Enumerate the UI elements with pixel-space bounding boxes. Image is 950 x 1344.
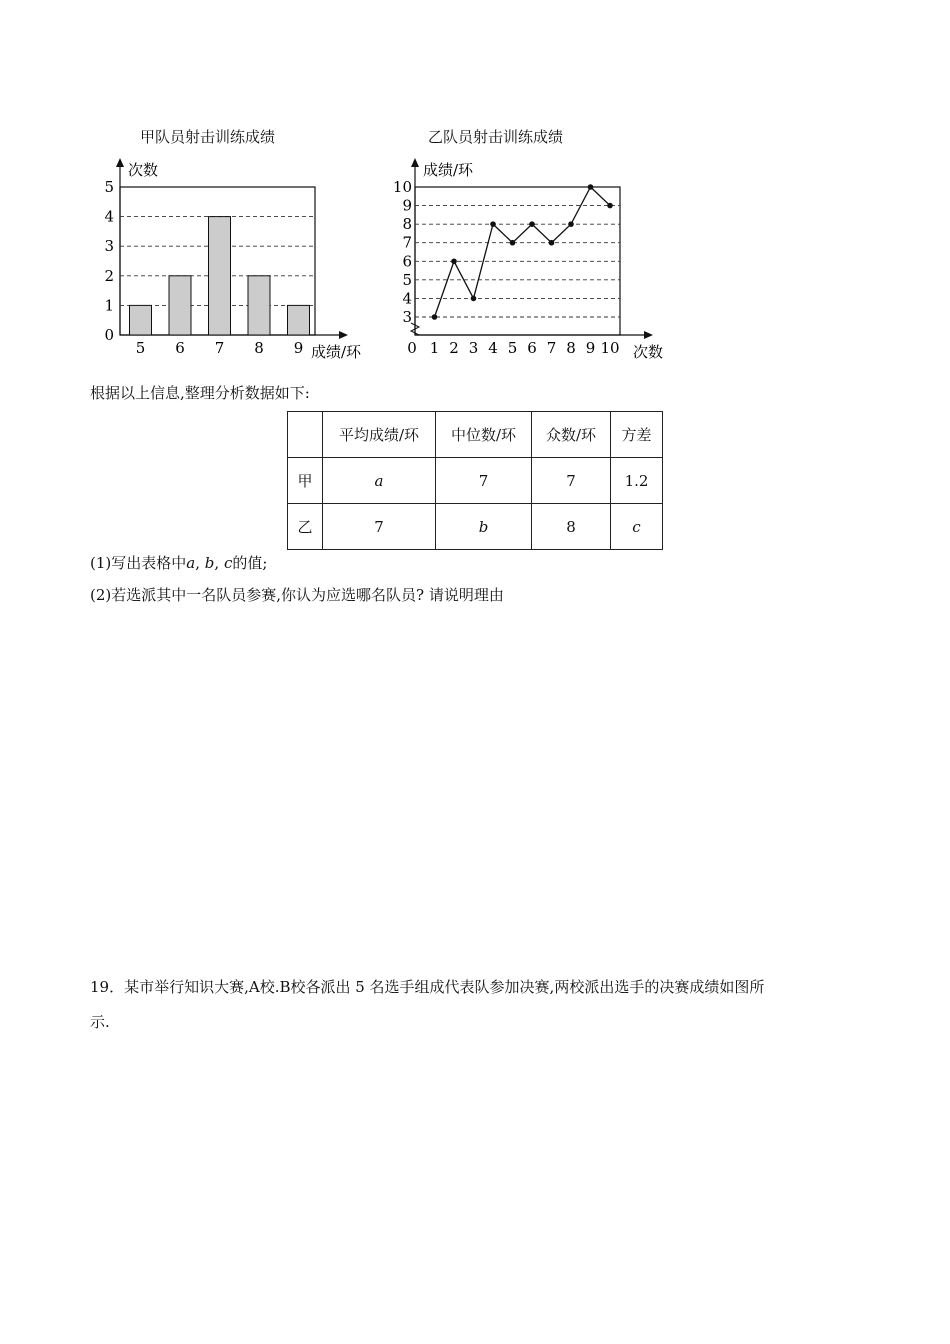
table-row bbox=[288, 458, 663, 504]
var-c: c bbox=[223, 554, 233, 572]
bar bbox=[169, 276, 191, 335]
question-1-prefix: (1)写出表格中 bbox=[90, 554, 187, 572]
var-b: b bbox=[204, 554, 215, 572]
bar bbox=[209, 217, 231, 335]
x-tick-label: 9 bbox=[293, 339, 304, 357]
y-axis-label: 成绩/环 bbox=[423, 161, 474, 179]
table-cell: c bbox=[611, 504, 663, 550]
problem-19-line-2: 示. bbox=[90, 1013, 110, 1031]
x-tick-label: 5 bbox=[507, 339, 518, 357]
y-tick-label: 4 bbox=[402, 289, 412, 308]
y-tick-label: 9 bbox=[402, 196, 412, 215]
bar bbox=[248, 276, 270, 335]
data-point bbox=[607, 203, 613, 209]
data-point bbox=[568, 221, 574, 227]
y-tick-label: 3 bbox=[104, 237, 114, 256]
data-point bbox=[471, 296, 477, 302]
table-header-cell: 中位数/环 bbox=[436, 412, 532, 458]
x-tick-label: 5 bbox=[135, 339, 146, 357]
bar-chart-title: 甲队员射击训练成绩 bbox=[140, 128, 276, 146]
x-tick-label: 7 bbox=[214, 339, 225, 357]
separator: , bbox=[214, 554, 220, 572]
question-1-suffix: 的值; bbox=[232, 554, 268, 572]
data-point bbox=[510, 240, 516, 246]
x-tick-label: 6 bbox=[527, 339, 537, 357]
x-tick-label: 8 bbox=[254, 339, 264, 357]
table-cell: 8 bbox=[532, 504, 611, 550]
stats-table bbox=[287, 411, 663, 550]
x-tick-label: 3 bbox=[468, 339, 479, 357]
y-tick-label: 3 bbox=[402, 308, 412, 326]
y-tick-label: 4 bbox=[104, 207, 114, 226]
x-tick-label: 0 bbox=[407, 339, 417, 357]
x-tick-label: 4 bbox=[488, 339, 498, 357]
table-row bbox=[288, 504, 663, 550]
y-tick-label: 5 bbox=[104, 178, 114, 196]
y-axis-arrow bbox=[116, 158, 124, 167]
question-1 bbox=[90, 552, 267, 573]
y-tick-label: 7 bbox=[402, 233, 412, 252]
data-point bbox=[490, 221, 496, 227]
line-chart-title: 乙队员射击训练成绩 bbox=[428, 128, 564, 146]
y-tick-label: 5 bbox=[402, 270, 412, 289]
intro-text: 根据以上信息,整理分析数据如下: bbox=[90, 384, 310, 402]
table-header-cell bbox=[288, 412, 323, 458]
data-point bbox=[432, 314, 438, 320]
x-axis-label: 成绩/环 bbox=[311, 343, 362, 361]
y-tick-label: 1 bbox=[104, 296, 114, 315]
table-cell: 7 bbox=[436, 458, 532, 504]
x-tick-label: 2 bbox=[449, 339, 459, 357]
table-cell: 乙 bbox=[288, 504, 323, 550]
y-axis-label: 次数 bbox=[128, 161, 159, 179]
separator: , bbox=[195, 554, 200, 572]
data-point bbox=[588, 184, 594, 190]
table-header-cell: 方差 bbox=[611, 412, 663, 458]
y-tick-label: 2 bbox=[104, 266, 114, 285]
x-tick-label: 8 bbox=[566, 339, 576, 357]
y-tick-label: 0 bbox=[104, 326, 114, 344]
table-cell: b bbox=[436, 504, 532, 550]
data-point bbox=[529, 221, 535, 227]
table-header-cell: 众数/环 bbox=[532, 412, 611, 458]
x-tick-label: 1 bbox=[429, 339, 440, 357]
bar bbox=[288, 305, 310, 335]
bar-chart bbox=[95, 155, 365, 370]
data-point bbox=[451, 258, 457, 264]
x-axis-arrow bbox=[339, 331, 348, 339]
x-tick-label: 7 bbox=[546, 339, 557, 357]
table-header-row bbox=[288, 412, 663, 458]
bar bbox=[130, 305, 152, 335]
x-tick-label: 6 bbox=[175, 339, 185, 357]
series-line bbox=[435, 187, 611, 317]
axis-break-mark bbox=[411, 323, 419, 335]
table-cell: 7 bbox=[323, 504, 436, 550]
x-tick-label: 10 bbox=[600, 339, 620, 357]
table-cell: 1.2 bbox=[611, 458, 663, 504]
line-chart bbox=[392, 155, 675, 370]
data-point bbox=[549, 240, 555, 246]
table-cell: 甲 bbox=[288, 458, 323, 504]
table-header-cell: 平均成绩/环 bbox=[323, 412, 436, 458]
x-axis-arrow bbox=[644, 331, 653, 339]
y-tick-label: 8 bbox=[402, 215, 412, 234]
var-a: a bbox=[186, 554, 196, 572]
x-axis-label: 次数 bbox=[633, 343, 664, 361]
table-cell: a bbox=[323, 458, 436, 504]
y-axis-arrow bbox=[411, 158, 419, 167]
table-cell: 7 bbox=[532, 458, 611, 504]
question-2: (2)若选派其中一名队员参赛,你认为应选哪名队员? 请说明理由 bbox=[90, 586, 504, 604]
problem-19-line-1: 19．某市举行知识大赛,A校.B校各派出 5 名选手组成代表队参加决赛,两校派出选手的决赛成绩如图所 bbox=[90, 978, 765, 996]
y-tick-label: 10 bbox=[392, 178, 412, 196]
x-tick-label: 9 bbox=[585, 339, 596, 357]
y-tick-label: 6 bbox=[402, 252, 412, 271]
